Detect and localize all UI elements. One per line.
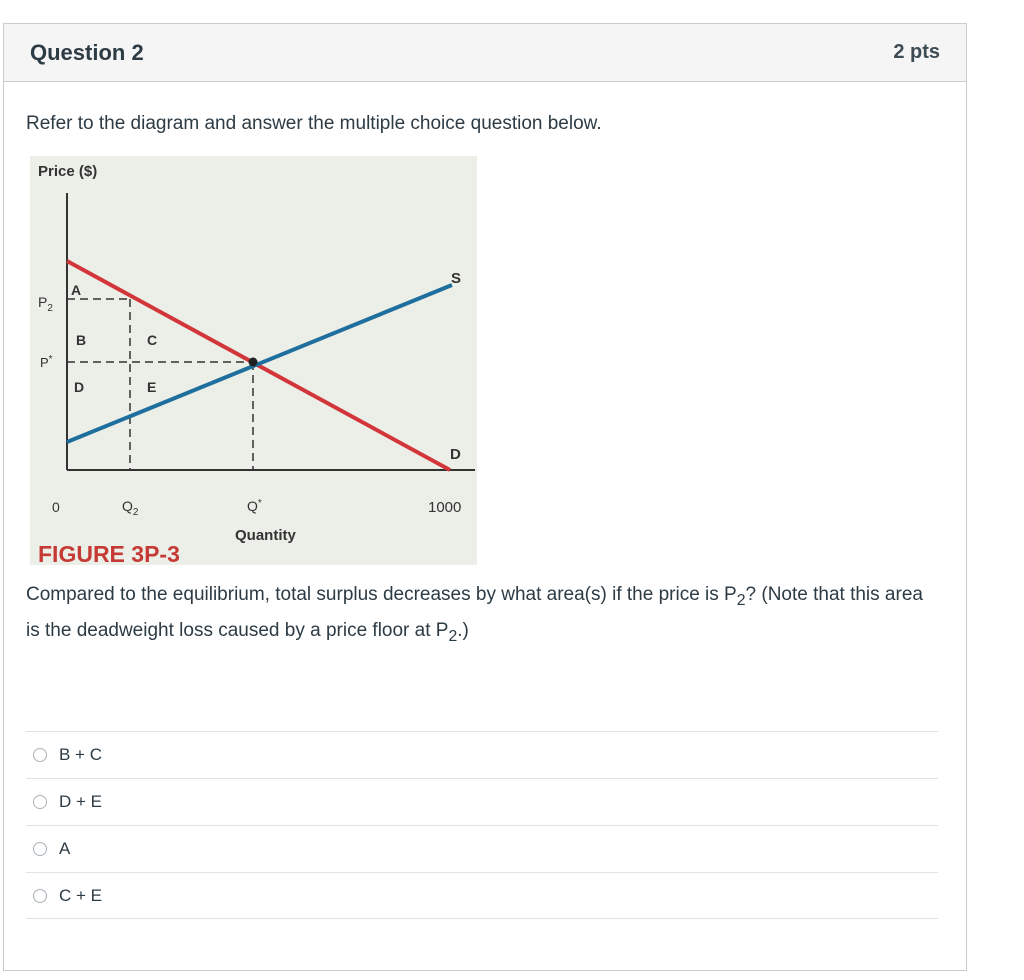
radio-button[interactable] xyxy=(33,795,47,809)
area-a-label: A xyxy=(71,282,82,298)
answer-label[interactable]: D + E xyxy=(59,792,102,811)
question-text-part3: .) xyxy=(457,619,469,641)
question-points: 2 pts xyxy=(893,41,940,63)
p2-label: $P_2$ xyxy=(38,294,53,314)
figure-xlabel: Quantity xyxy=(235,527,296,544)
area-e-label: E xyxy=(147,379,157,395)
question-sub-1: 2 xyxy=(736,591,746,609)
radio-button[interactable] xyxy=(33,842,47,856)
question-title: Question 2 xyxy=(30,39,144,65)
origin-label: 0 xyxy=(52,499,60,515)
qmax-label: 1000 xyxy=(428,499,462,516)
question-text-part2: ? (Note that this area is the deadweight loss caused by a price floor at P xyxy=(26,584,923,641)
question-text-part1: Compared to the equilibrium, total surplus decreases by what area(s) if the price is P xyxy=(26,584,737,605)
answer-label[interactable]: A xyxy=(59,839,71,858)
supply-label: S xyxy=(451,270,462,287)
figure-image xyxy=(30,156,477,565)
question-header xyxy=(4,24,966,82)
radio-button[interactable] xyxy=(33,889,47,903)
supply-curve xyxy=(67,285,452,442)
figure-caption: FIGURE 3P-3 xyxy=(38,541,180,565)
answer-label[interactable]: B + C xyxy=(59,745,102,764)
answer-label[interactable]: C + E xyxy=(59,885,102,905)
demand-label: D xyxy=(450,446,461,463)
question-text xyxy=(26,580,936,652)
area-b-label: B xyxy=(76,332,87,348)
q2-label: $Q_2$ xyxy=(122,498,139,518)
figure-ylabel: Price ($) xyxy=(38,163,98,180)
area-d-label: D xyxy=(74,379,85,395)
answer-option[interactable] xyxy=(26,731,938,778)
answer-option[interactable] xyxy=(26,778,938,825)
equilibrium-point xyxy=(249,358,258,367)
pstar-label: P* xyxy=(40,354,53,370)
answer-list xyxy=(26,731,938,919)
answer-option[interactable] xyxy=(26,825,938,872)
radio-button[interactable] xyxy=(33,748,47,762)
qstar-label: Q* xyxy=(247,498,262,514)
question-sub-2: 2 xyxy=(448,627,458,645)
answer-option[interactable] xyxy=(26,872,938,919)
question-intro: Refer to the diagram and answer the multiple choice question below. xyxy=(26,113,602,134)
area-c-label: C xyxy=(147,332,158,348)
